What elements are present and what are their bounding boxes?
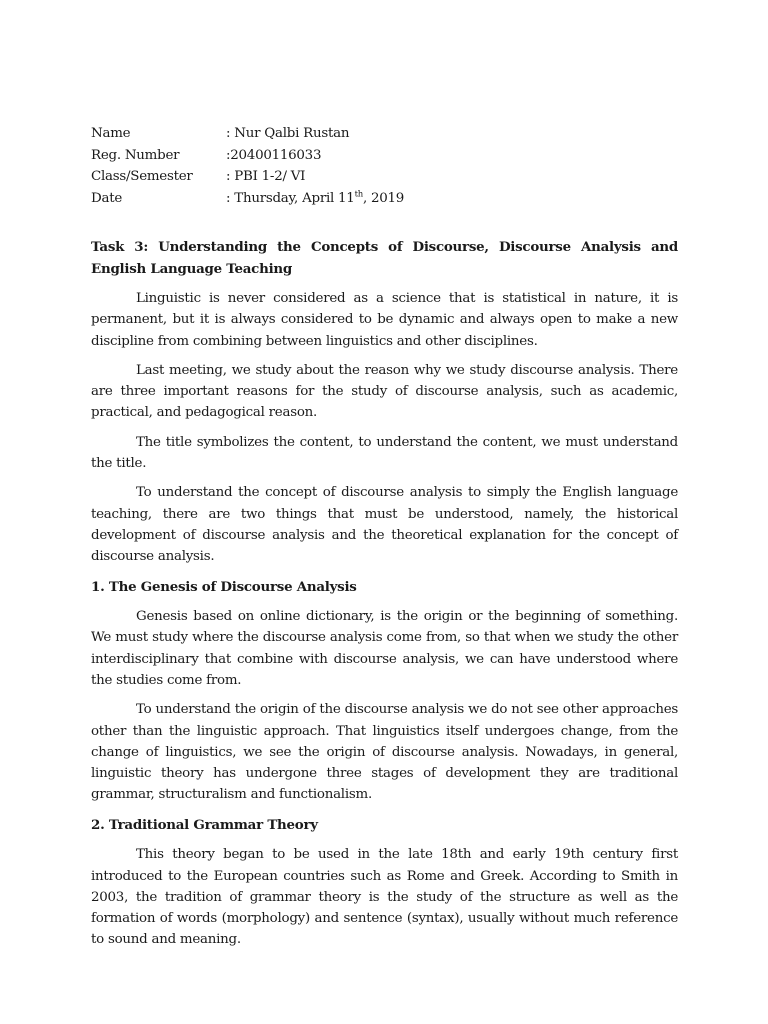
intro-paragraph-3: The title symbolizes the content, to understand the content, we must understand the title. xyxy=(91,434,678,472)
field-label-reg-number: Reg. Number xyxy=(91,147,180,163)
section-heading-traditional-grammar: 2. Traditional Grammar Theory xyxy=(91,816,318,833)
document-page xyxy=(91,123,678,951)
genesis-paragraph-1: Genesis based on online dictionary, is the origin or the beginning of something. We must study where the discourse analysis come from, so that when we study the other interdisciplinary that combine with discourse analysis, we can have understood where the studies come from. xyxy=(91,609,678,688)
intro-paragraph-2: Last meeting, we study about the reason why we study discourse analysis. There are three important reasons for the study of discourse analysis, such as academic, practical, and pedagogical reason. xyxy=(91,362,678,421)
task-title: Task 3: Understanding the Concepts of Discourse, Discourse Analysis and English Language Teaching xyxy=(91,239,678,277)
field-label-class-semester: Class/Semester xyxy=(91,169,193,184)
date-ordinal-suffix: th xyxy=(354,189,363,200)
intro-paragraph-4: To understand the concept of discourse analysis to simply the English language teaching, there are two things that must be understood, namely, the historical development of discourse analysis and the theoretical explanation for the concept of discourse analysis. xyxy=(91,485,678,565)
field-label-date: Date xyxy=(91,190,123,206)
field-value-date xyxy=(226,188,678,210)
genesis-paragraph-2: To understand the origin of the discourse analysis we do not see other approaches other than the linguistic approach. That linguistics itself undergoes change, from the change of linguistics, we see the origin of discourse analysis. Nowadays, in general, linguistic theory has undergone three stages of development they are traditional grammar, structuralism and functionalism. xyxy=(91,702,678,803)
header-info xyxy=(91,123,678,209)
traditional-grammar-paragraph-1: This theory began to be used in the late 18th and early 19th century first introduced to the European countries such as Rome and Greek. According to Smith in 2003, the tradition of grammar theory is the study of the structure as well as the formation of words (morphology) and sentence (syntax), usually without much reference to sound and meaning. xyxy=(91,847,678,948)
field-value-name: : Nur Qalbi Rustan xyxy=(226,126,350,141)
date-year: , 2019 xyxy=(362,190,405,206)
intro-paragraph-1: Linguistic is never considered as a science that is statistical in nature, it is permanent, but it is always considered to be dynamic and always open to make a new discipline from combining between linguistics and other disciplines. xyxy=(91,291,678,349)
field-value-reg-number: :20400116033 xyxy=(226,147,322,163)
field-value-class-semester: : PBI 1-2/ VI xyxy=(226,169,306,184)
section-heading-genesis: 1. The Genesis of Discourse Analysis xyxy=(91,578,357,595)
field-label-name: Name xyxy=(91,126,131,141)
date-main: : Thursday, April 11 xyxy=(226,190,355,206)
